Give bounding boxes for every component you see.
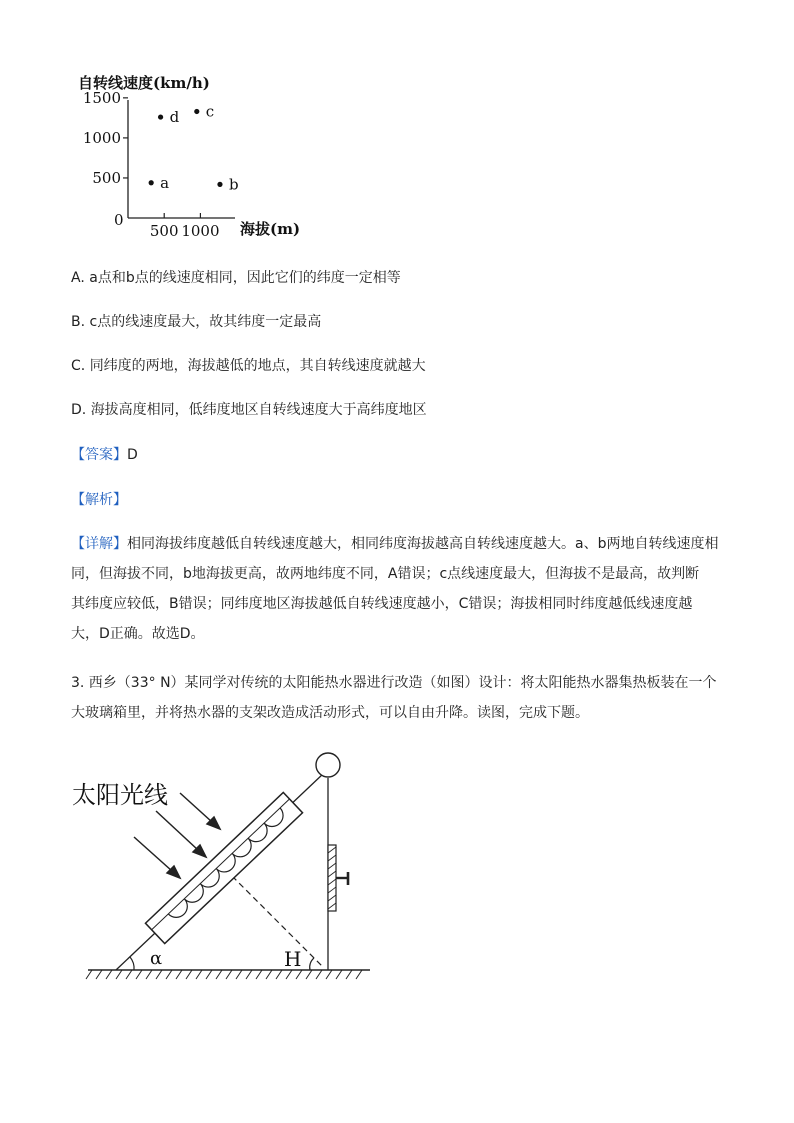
option-d-text: 海拔高度相同，低纬度地区自转线速度大于高纬度地区 (90, 402, 427, 418)
y-tick-label-1500: 1500 (82, 88, 121, 107)
answer-tag: 【答案】 (71, 447, 127, 463)
pulley-icon (316, 753, 340, 777)
option-c-text: 同纬度的两地，海拔越低的地点，其自转线速度就越大 (89, 358, 426, 374)
point-label-a: a (160, 173, 170, 192)
option-b (71, 312, 321, 332)
point-label-b: b (228, 175, 239, 194)
question-3-line-1: 3. 西乡（33° N）某同学对传统的太阳能热水器进行改造（如图）设计：将太阳能热水器集热板装在一个 (71, 675, 717, 691)
answer-line (71, 445, 138, 465)
detail-line-1: 相同海拔纬度越低自转线速度越大，相同纬度海拔越高自转线速度越大。a、b两地自转线速度相 (127, 536, 719, 552)
option-c-letter: C. (71, 358, 86, 374)
option-a (71, 268, 401, 288)
detail-tag: 【详解】 (71, 536, 127, 552)
h-label: H (284, 947, 302, 971)
y-axis-label: 自转线速度(km/h) (78, 74, 210, 92)
altitude-speed-chart (60, 68, 301, 243)
slider-clamp (328, 845, 336, 911)
chart-plot-area (83, 89, 239, 240)
x-axis-label: 海拔(m) (240, 220, 301, 238)
point-d (158, 114, 163, 119)
answer-value: D (127, 447, 138, 463)
ground-hatching (86, 970, 362, 979)
detail-paragraph (71, 529, 731, 649)
point-a (149, 180, 154, 185)
option-b-letter: B. (71, 314, 86, 330)
point-b (217, 182, 222, 187)
option-a-text: a点和b点的线速度相同，因此它们的纬度一定相等 (89, 270, 401, 286)
point-c (194, 109, 199, 114)
option-c (71, 356, 426, 376)
question-3-line-2: 大玻璃箱里，并将热水器的支架改造成活动形式，可以自由升降。读图，完成下题。 (71, 705, 589, 721)
point-label-d: d (169, 108, 180, 127)
dashed-line (225, 869, 322, 966)
analysis-tag: 【解析】 (71, 492, 127, 508)
alpha-angle-arc (130, 957, 134, 970)
sun-rays-label: 太阳光线 (72, 781, 168, 809)
detail-line-4: 大，D正确。故选D。 (71, 626, 205, 642)
x-tick-label-500: 500 (149, 222, 179, 240)
question-3 (71, 668, 731, 728)
option-d (71, 400, 427, 420)
y-tick-label-1000: 1000 (82, 128, 121, 147)
option-b-text: c点的线速度最大，故其纬度一定最高 (89, 314, 322, 330)
detail-line-3: 其纬度应较低，B错误；同纬度地区海拔越低自转线速度越小，C错误；海拔相同时纬度越低线速度越 (71, 596, 693, 612)
origin-label: 0 (114, 211, 124, 229)
detail-line-2: 同，但海拔不同，b地海拔更高，故两地纬度不同，A错误；c点线速度最大，但海拔不是最高，故判断 (71, 566, 700, 582)
option-d-letter: D. (71, 402, 87, 418)
y-tick-label-500: 500 (92, 168, 121, 187)
point-label-c: c (205, 102, 215, 121)
alpha-label: α (150, 948, 163, 969)
option-a-letter: A. (71, 270, 85, 286)
solar-heater-diagram (70, 745, 380, 985)
x-tick-label-1000: 1000 (181, 222, 220, 240)
h-angle-arc (310, 958, 314, 970)
